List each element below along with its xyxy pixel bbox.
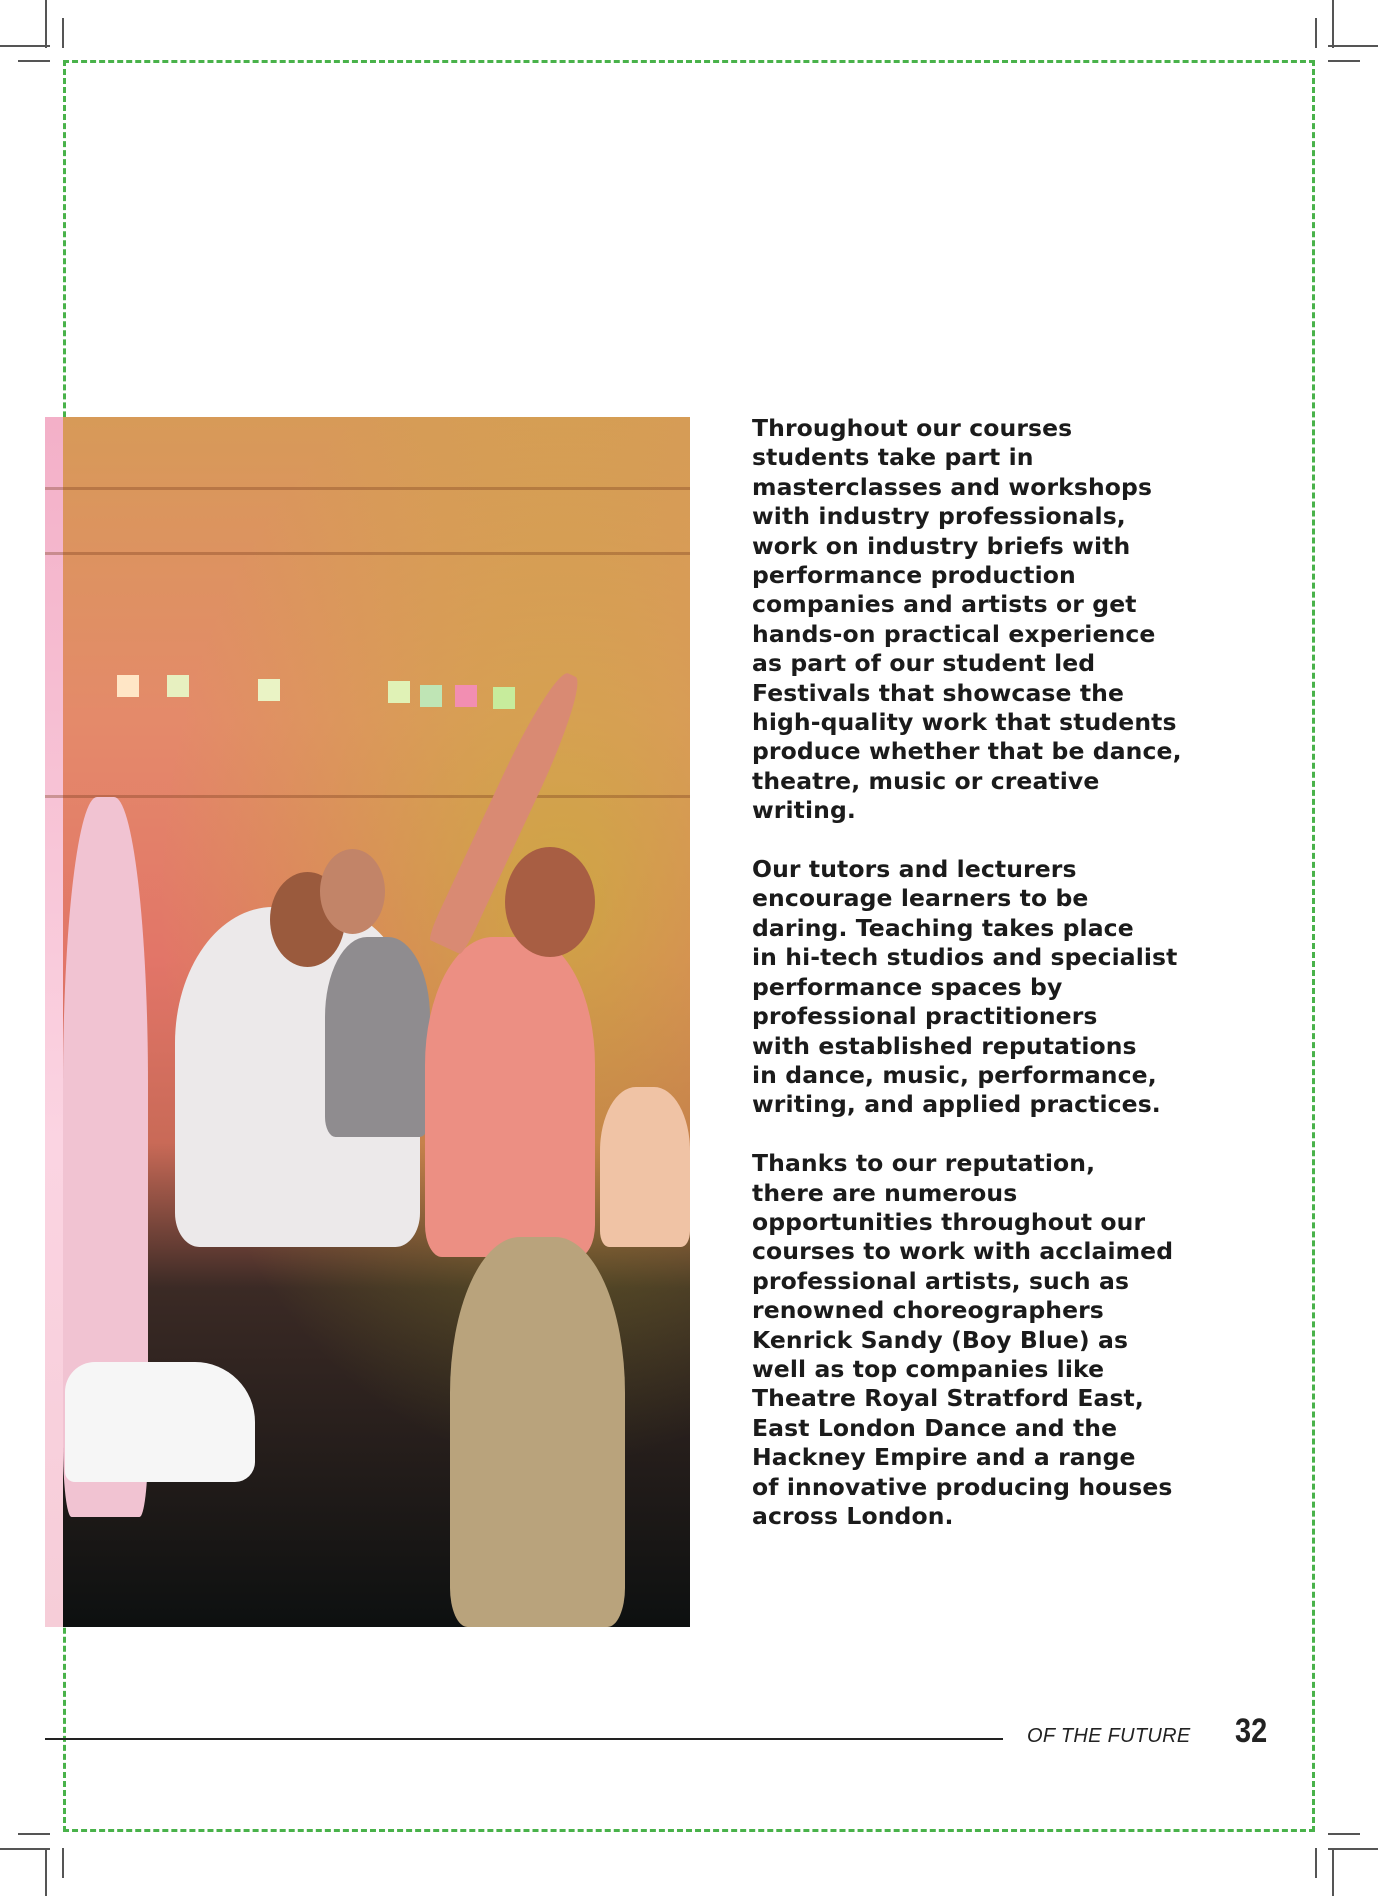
sticky-note xyxy=(493,687,515,709)
footer-rule xyxy=(45,1738,1003,1740)
dancer-pink-shirt xyxy=(425,937,595,1257)
crop-mark-top-right-h2 xyxy=(1328,60,1360,62)
crop-mark-bottom-right-v xyxy=(1332,1848,1334,1896)
students-performance-photo xyxy=(45,417,690,1627)
person-head xyxy=(320,849,385,934)
photo-left-edge-highlight xyxy=(45,417,63,1627)
sticky-note xyxy=(455,685,477,707)
crop-mark-top-left-v2 xyxy=(62,18,64,48)
crop-mark-top-right-v2 xyxy=(1315,18,1317,48)
footer-section-label: OF THE FUTURE xyxy=(1027,1725,1191,1747)
crop-mark-bottom-right-v2 xyxy=(1315,1848,1317,1878)
sticky-note xyxy=(167,675,189,697)
seated-person-grey xyxy=(325,937,430,1137)
crop-mark-top-right-h xyxy=(1328,45,1378,47)
crop-mark-bottom-left-h2 xyxy=(18,1833,50,1835)
sticky-note xyxy=(420,685,442,707)
wall-panel-line xyxy=(45,487,690,490)
sticky-note xyxy=(117,675,139,697)
person-right-arm xyxy=(600,1087,690,1247)
crop-mark-top-left-h2 xyxy=(18,60,50,62)
body-paragraph-3: Thanks to our reputation, there are numerous opportunities throughout our courses to work with acclaimed professional artists, such as renowned choreographers Kenrick Sandy (Boy Blue) as well as top companies like Theatre Royal Stratford East, East London Dance and the Hackney Empire and a range of innovative producing houses across London. xyxy=(752,1149,1174,1530)
wall-panel-line xyxy=(45,552,690,555)
dancer-head-white-hat xyxy=(505,847,595,957)
crop-mark-top-right-v xyxy=(1332,0,1334,48)
crop-mark-bottom-right-h xyxy=(1328,1848,1378,1850)
page-number: 32 xyxy=(1235,1712,1268,1750)
crop-mark-bottom-left-v xyxy=(45,1848,47,1896)
wall-panel-line xyxy=(45,795,690,798)
dancer-trousers xyxy=(450,1237,625,1627)
body-paragraph-1: Throughout our courses students take part in masterclasses and workshops with industry professionals, work on industry briefs with performance production companies and artists or get hands-on practical experience as part of our student led Festivals that showcase the high-quality work that students produce whether that be dance, theatre, music or creative writing. xyxy=(752,414,1182,825)
body-text-column xyxy=(752,414,1222,1561)
sneaker xyxy=(65,1362,255,1482)
sticky-note xyxy=(258,679,280,701)
crop-mark-bottom-right-h2 xyxy=(1328,1833,1360,1835)
crop-mark-top-left-h xyxy=(0,45,50,47)
crop-mark-bottom-left-v2 xyxy=(62,1848,64,1878)
crop-mark-bottom-left-h xyxy=(0,1848,50,1850)
body-paragraph-2: Our tutors and lecturers encourage learners to be daring. Teaching takes place in hi-tech studios and specialist performance spaces by professional practitioners with established reputations in dance, music, performance, writing, and applied practices. xyxy=(752,855,1178,1119)
crop-mark-top-left-v xyxy=(45,0,47,48)
sticky-note xyxy=(388,681,410,703)
